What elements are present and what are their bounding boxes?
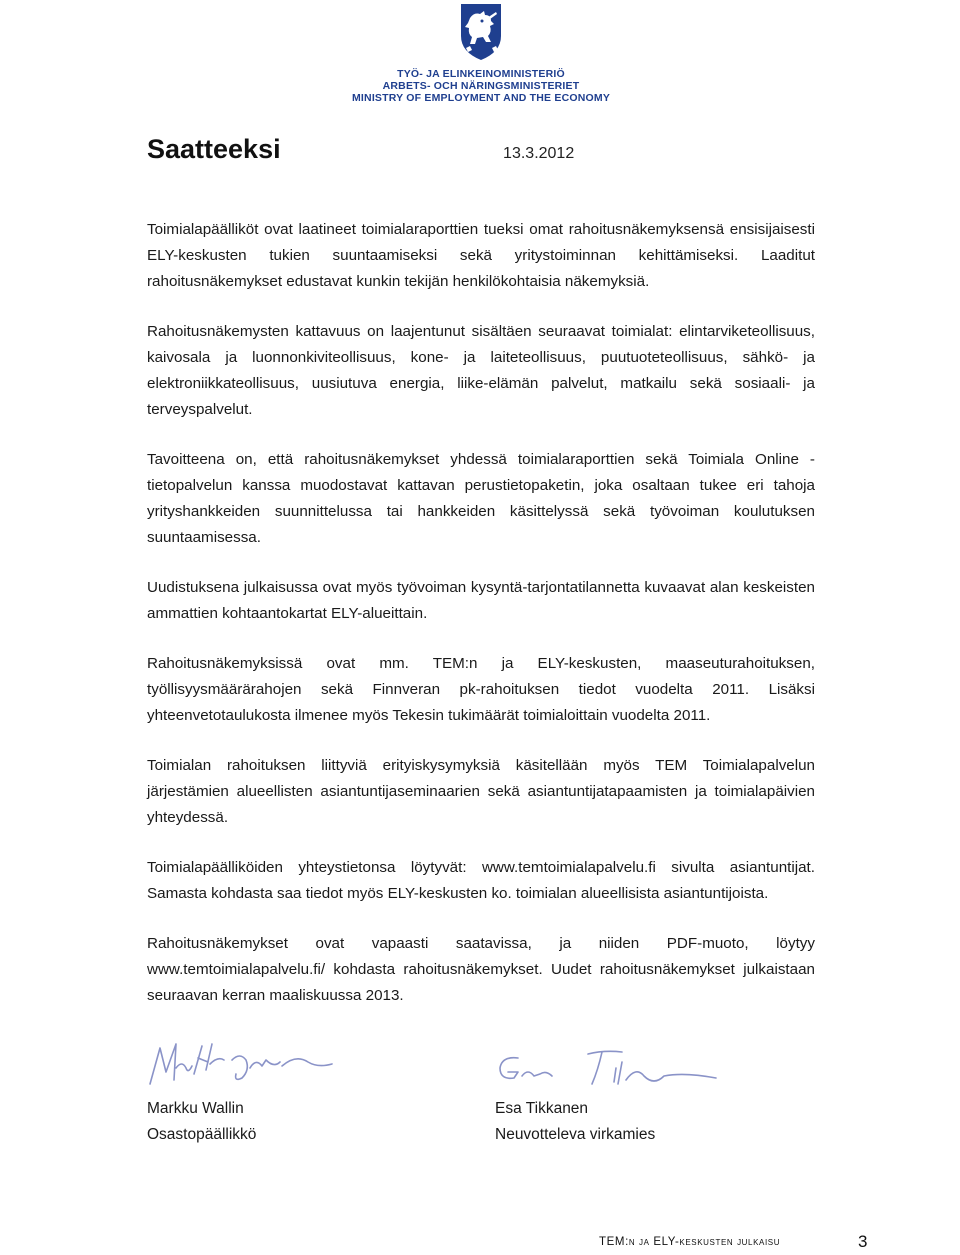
page-title: Saatteeksi [147,134,281,164]
signer-left [147,1096,256,1148]
signer-name: Esa Tikkanen [495,1100,589,1117]
signer-right [495,1096,655,1148]
ministry-name-en: MINISTRY OF EMPLOYMENT AND THE ECONOMY [351,92,611,104]
paragraph-1: Toimialapäälliköt ovat laatineet toimialaraporttien tueksi omat rahoitusnäkemyksensä ensisijaisesti ELY-keskusten tukien suuntaamiseksi sekä yritystoiminnan kehittämiseksi. Laaditut rahoitusnäkemykset edustavat kunkin tekijän henkilökohtaisia näkemyksiä. [147,221,815,290]
paragraph-4: Uudistuksena julkaisussa ovat myös työvoiman kysyntä-tarjontatilannetta kuvaavat alan keskeisten ammattien kohtaantokartat ELY-alueittain. [147,579,815,622]
paragraph-8: Rahoitusnäkemykset ovat vapaasti saatavissa, ja niiden PDF-muoto, löytyy www.temtoimialapalvelu.fi/ kohdasta rahoitusnäkemykset. Uudet rahoitusnäkemykset julkaistaan seuraavan kerran maaliskuussa 2013. [147,935,815,1004]
ministry-logo [350,2,612,106]
publication-footer [599,1236,780,1248]
ministry-name [350,68,612,104]
document-body [147,217,815,1033]
document-date: 13.3.2012 [503,145,575,162]
signature-esa-tikkanen [494,1046,724,1096]
paragraph-6: Toimialan rahoituksen liittyviä erityiskysymyksiä käsitellään myös TEM Toimialapalvelun järjestämien alueellisten asiantuntijaseminaarien sekä asiantuntijatapaamisten ja toimialapäivien yhteydessä. [147,757,815,826]
signer-name: Markku Wallin [147,1100,244,1117]
lion-crest-icon [458,2,504,62]
signer-role: Neuvotteleva virkamies [495,1126,656,1143]
page-number: 3 [858,1232,868,1251]
signer-role: Osastopäällikkö [147,1126,257,1143]
ministry-name-fi: TYÖ- JA ELINKEINOMINISTERIÖ [397,68,565,80]
paragraph-5: Rahoitusnäkemyksissä ovat mm. TEM:n ja ELY-keskusten, maaseuturahoituksen, työllisyysmäärärahojen sekä Finnveran pk-rahoituksen tiedot vuodelta 2011. Lisäksi yhteenvetotaulukosta ilmenee myös Tekesin tukimäärät toimialoittain vuodelta 2011. [147,655,815,724]
paragraph-2: Rahoitusnäkemysten kattavuus on laajentunut sisältäen seuraavat toimialat: elintarviketeollisuus, kaivosala ja luonnonkiviteollisuus, kone- ja laiteteollisuus, puutuoteteollisuus, sähkö- ja elektroniikkateollisuus, uusiutuva energia, liike-elämän palvelut, matkailu sekä sosiaali- ja terveyspalvelut. [147,323,815,418]
signature-markku-wallin [146,1038,346,1088]
ministry-name-sv: ARBETS- OCH NÄRINGSMINISTERIET [382,80,580,92]
paragraph-3: Tavoitteena on, että rahoitusnäkemykset yhdessä toimialaraporttien sekä Toimiala Online -tietopalvelun kanssa muodostavat kattavan perustietopaketin, joka osaltaan tukee eri tahoja yrityshankkeiden suunnittelussa tai hankkeiden käsittelyssä sekä työvoiman koulutuksen suuntaamisessa. [147,451,815,546]
title-row [147,134,574,170]
publication-name: TEM:n ja ELY-keskusten julkaisu [599,1236,781,1248]
paragraph-7: Toimialapäälliköiden yhteystietonsa löytyvät: www.temtoimialapalvelu.fi sivulta asiantuntijat. Samasta kohdasta saa tiedot myös ELY-keskusten ko. toimialan alueellisista asiantuntijoista. [147,859,815,902]
